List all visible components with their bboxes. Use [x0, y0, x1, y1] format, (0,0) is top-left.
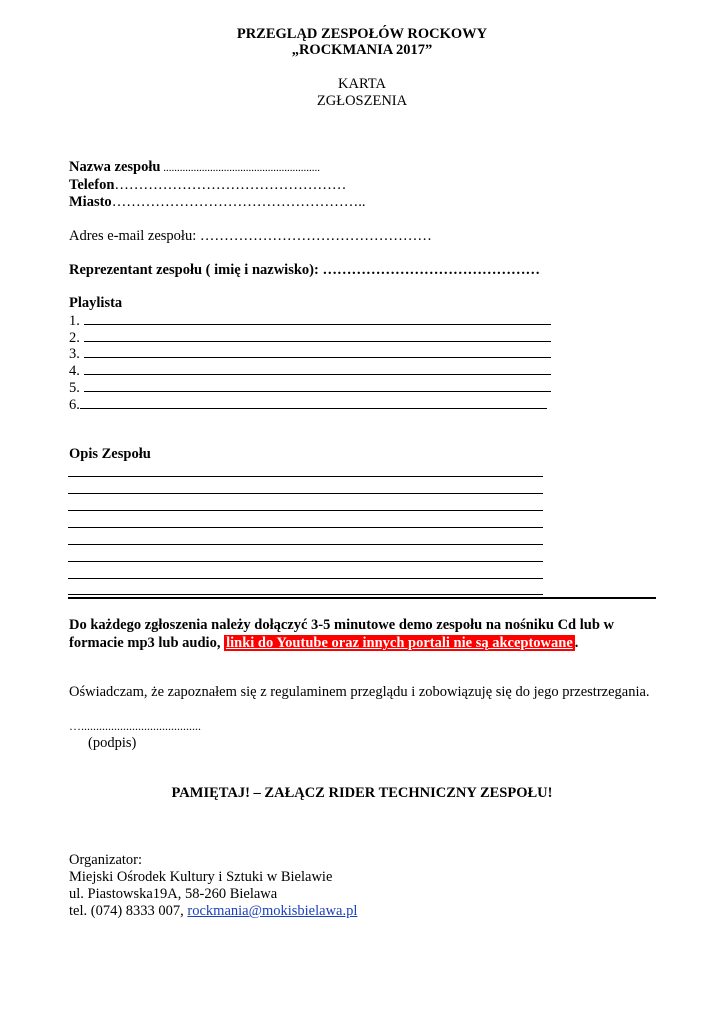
- playlist-line: [69, 379, 551, 397]
- playlist-number: 4.: [69, 363, 84, 379]
- notice-warning-highlight: linki do Youtube oraz innych portali nie są akceptowane: [226, 635, 573, 651]
- email-field: [69, 228, 432, 245]
- band-name-label: Nazwa zespołu: [69, 159, 161, 175]
- playlist-number: 5.: [69, 380, 84, 396]
- organizer-phone: tel. (074) 8333 007,: [69, 903, 188, 919]
- city-dots: ……………………………………………..: [111, 194, 366, 210]
- playlist-line: [69, 396, 547, 414]
- representative-field: [69, 262, 540, 279]
- organizer-address: ul. Piastowska19A, 58-260 Bielawa: [69, 886, 278, 902]
- organizer-name: Miejski Ośrodek Kultury i Sztuki w Bielawie: [69, 869, 333, 885]
- rider-reminder: PAMIĘTAJ! – ZAŁĄCZ RIDER TECHNICZNY ZESPOŁU!: [171, 785, 553, 801]
- playlist-number: 2.: [69, 330, 84, 346]
- description-line: [68, 493, 543, 494]
- playlist-line: [69, 312, 551, 330]
- description-line: [68, 594, 543, 595]
- form-subtitle-karta: KARTA: [338, 76, 386, 92]
- organizer-contact: [69, 903, 357, 920]
- description-line: [68, 510, 543, 511]
- band-name-field: [69, 159, 320, 177]
- form-subtitle-zgloszenia: ZGŁOSZENIA: [316, 93, 408, 109]
- description-line: [68, 527, 543, 528]
- description-line: [68, 578, 543, 579]
- email-label: Adres e-mail zespołu:: [69, 228, 200, 244]
- band-name-dots: .........................................................: [160, 162, 320, 174]
- phone-label: Telefon: [69, 177, 115, 193]
- description-line: [68, 476, 543, 477]
- phone-field: [69, 177, 346, 194]
- event-name: „ROCKMANIA 2017”: [291, 42, 433, 58]
- playlist-number: 6.: [69, 397, 80, 413]
- section-divider: [68, 597, 656, 599]
- playlist-line: [69, 362, 551, 380]
- organizer-label: Organizator:: [69, 852, 143, 868]
- playlist-line: [69, 345, 551, 363]
- representative-dots: ………………………………………: [322, 262, 540, 278]
- phone-dots: …………………………………………: [114, 177, 347, 193]
- description-line: [68, 544, 543, 545]
- playlist-number: 1.: [69, 313, 84, 329]
- organizer-email-link[interactable]: rockmania@mokisbielawa.pl: [187, 903, 358, 919]
- notice-line-2: [69, 635, 578, 652]
- playlist-heading: Playlista: [69, 295, 123, 311]
- description-line: [68, 561, 543, 562]
- notice-line-1: Do każdego zgłoszenia należy dołączyć 3-5 minutowe demo zespołu na nośniku Cd lub w: [69, 617, 614, 633]
- signature-dots: …........................................: [69, 719, 201, 733]
- signature-label: (podpis): [88, 735, 137, 751]
- description-heading: Opis Zespołu: [69, 446, 151, 462]
- declaration-text: Oświadczam, że zapoznałem się z regulaminem przeglądu i zobowiązuję się do jego przestrzegania.: [69, 684, 650, 700]
- representative-label: Reprezentant zespołu ( imię i nazwisko):: [69, 262, 323, 278]
- city-field: [69, 194, 365, 211]
- playlist-number: 3.: [69, 346, 84, 362]
- notice-end: .: [574, 635, 579, 651]
- city-label: Miasto: [69, 194, 112, 210]
- notice-text: formacie mp3 lub audio,: [69, 635, 225, 651]
- page-title: PRZEGLĄD ZESPOŁÓW ROCKOWY: [236, 26, 488, 42]
- email-dots: …………………………………………: [199, 228, 432, 244]
